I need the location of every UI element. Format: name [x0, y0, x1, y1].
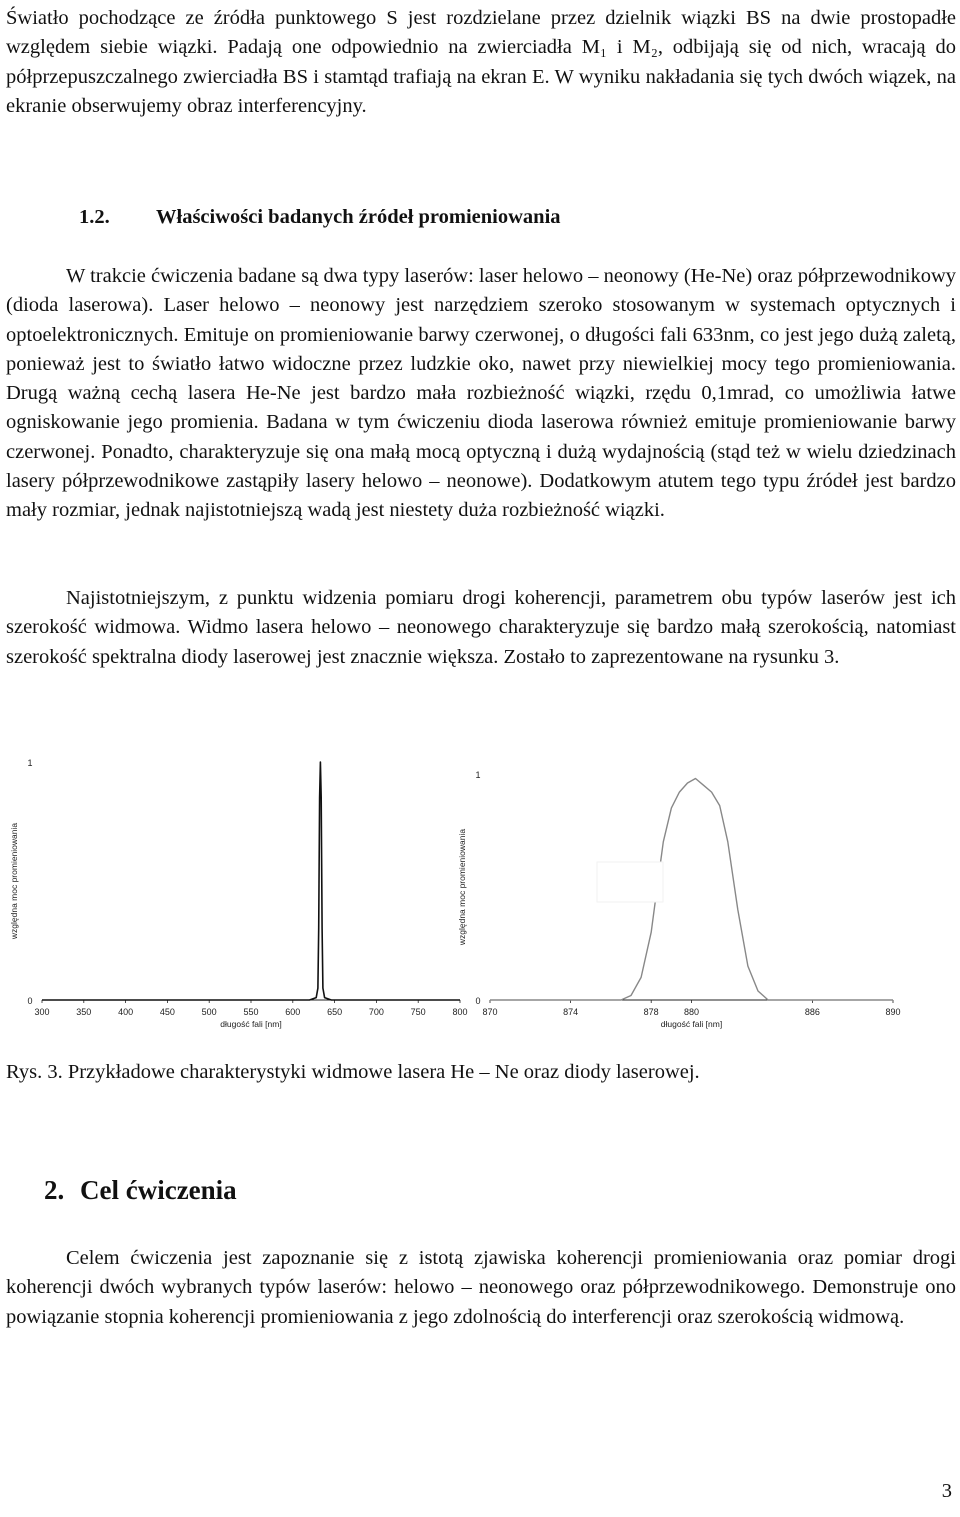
- page-number: 3: [941, 1480, 952, 1502]
- y-tick-label: 0: [27, 996, 33, 1006]
- x-tick-label: 500: [201, 1007, 217, 1017]
- x-tick-label: 650: [327, 1007, 343, 1017]
- x-tick-label: 400: [118, 1007, 134, 1017]
- blank-patch: [597, 862, 663, 902]
- figure-caption: Rys. 3. Przykładowe charakterystyki widmowe lasera He – Ne oraz diody laserowej.: [6, 1061, 700, 1083]
- y-tick-label: 1: [475, 770, 481, 780]
- chapter-title: Cel ćwiczenia: [80, 1175, 237, 1205]
- y-tick-label: 0: [475, 996, 481, 1006]
- section-title: Właściwości badanych źródeł promieniowania: [156, 206, 561, 228]
- chart-laser-diode: [457, 770, 901, 1029]
- y-axis-label: względna moc promieniowania: [9, 822, 19, 940]
- x-tick-label: 878: [643, 1007, 659, 1017]
- x-tick-label: 700: [368, 1007, 384, 1017]
- x-tick-label: 886: [804, 1007, 820, 1017]
- x-tick-label: 450: [159, 1007, 175, 1017]
- x-tick-label: 870: [482, 1007, 498, 1017]
- section-paragraph-1: W trakcie ćwiczenia badane są dwa typy laserów: laser helowo – neonowy (He-Ne) oraz półprzewodnikowy (dioda laserowa). Laser helowo – neonowy jest narzędziem szeroko stosowanym w systemach optycznych i optoelektronicznych. Emituje on promieniowanie barwy czerwonej, o długości fali 633nm, co jest jego dużą zaletą, ponieważ jest to światło łatwo widoczne przez ludzkie oko, nawet przy niewielkiej mocy tego promieniowania. Drugą ważną cechą lasera He-Ne jest bardzo mała rozbieżność wiązki, rzędu 0,1mrad, co umożliwia łatwe ogniskowanie jego promienia. Badana w tym ćwiczeniu dioda laserowa również emituje promieniowanie barwy czerwonej. Ponadto, charakteryzuje się ona małą mocą optyczną i dużą wydajnością (stąd też w wielu dziedzinach lasery półprzewodnikowe zastąpiły lasery helowo – neonowe). Dodatkowym atutem tego typu źródeł jest bardzo mały rozmiar, jednak najistotniejszą wadą jest niestety duża rozbieżność wiązki.: [6, 265, 956, 522]
- x-tick-label: 874: [563, 1007, 579, 1017]
- figure-spectra: [0, 722, 960, 1042]
- chart-he-ne: [9, 758, 468, 1029]
- y-tick-label: 1: [27, 758, 33, 768]
- chapter-paragraph: Celem ćwiczenia jest zapoznanie się z istotą zjawiska koherencji promieniowania oraz pomiar drogi koherencji dwóch wybranych typów laserów: helowo – neonowego oraz półprzewodnikowego. Demonstruje ono powiązanie stopnia koherencji promieniowania z jego zdolnością do interferencji oraz szerokością widmową.: [6, 1247, 956, 1328]
- spectrum-line: [42, 762, 460, 1000]
- x-tick-label: 550: [243, 1007, 259, 1017]
- x-tick-label: 750: [410, 1007, 426, 1017]
- x-tick-label: 880: [683, 1007, 700, 1017]
- section-number: 1.2.: [79, 206, 110, 228]
- intro-paragraph: Światło pochodzące ze źródła punktowego S jest rozdzielane przez dzielnik wiązki BS na dwie prostopadłe względem siebie wiązki. Padają one odpowiednio na zwierciadła M₁ i M₂, odbijają się od nich, wracają do półprzepuszczalnego zwierciadła BS i stamtąd trafiają na ekran E. W wyniku nakładania się tych dwóch wiązek, na ekranie obserwujemy obraz interferencyjny.: [6, 7, 956, 117]
- x-axis-label: długość fali [nm]: [660, 1019, 723, 1029]
- x-tick-label: 300: [34, 1007, 50, 1017]
- x-tick-label: 890: [885, 1007, 901, 1017]
- x-axis-label: długość fali [nm]: [220, 1019, 282, 1029]
- y-axis-label: względna moc promieniowania: [457, 828, 467, 946]
- section-paragraph-2: Najistotniejszym, z punktu widzenia pomiaru drogi koherencji, parametrem obu typów laserów jest ich szerokość widmowa. Widmo lasera helowo – neonowego charakteryzuje się bardzo małą szerokością, natomiast szerokość spektralna diody laserowej jest znacznie większa. Zostało to zaprezentowane na rysunku 3.: [6, 587, 956, 668]
- x-tick-label: 350: [76, 1007, 92, 1017]
- chapter-heading: [44, 1175, 237, 1206]
- x-tick-label: 800: [452, 1007, 468, 1017]
- chapter-number: 2.: [44, 1175, 65, 1205]
- spectrum-line: [490, 779, 893, 1001]
- x-tick-label: 600: [285, 1007, 301, 1017]
- section-heading: [79, 206, 561, 229]
